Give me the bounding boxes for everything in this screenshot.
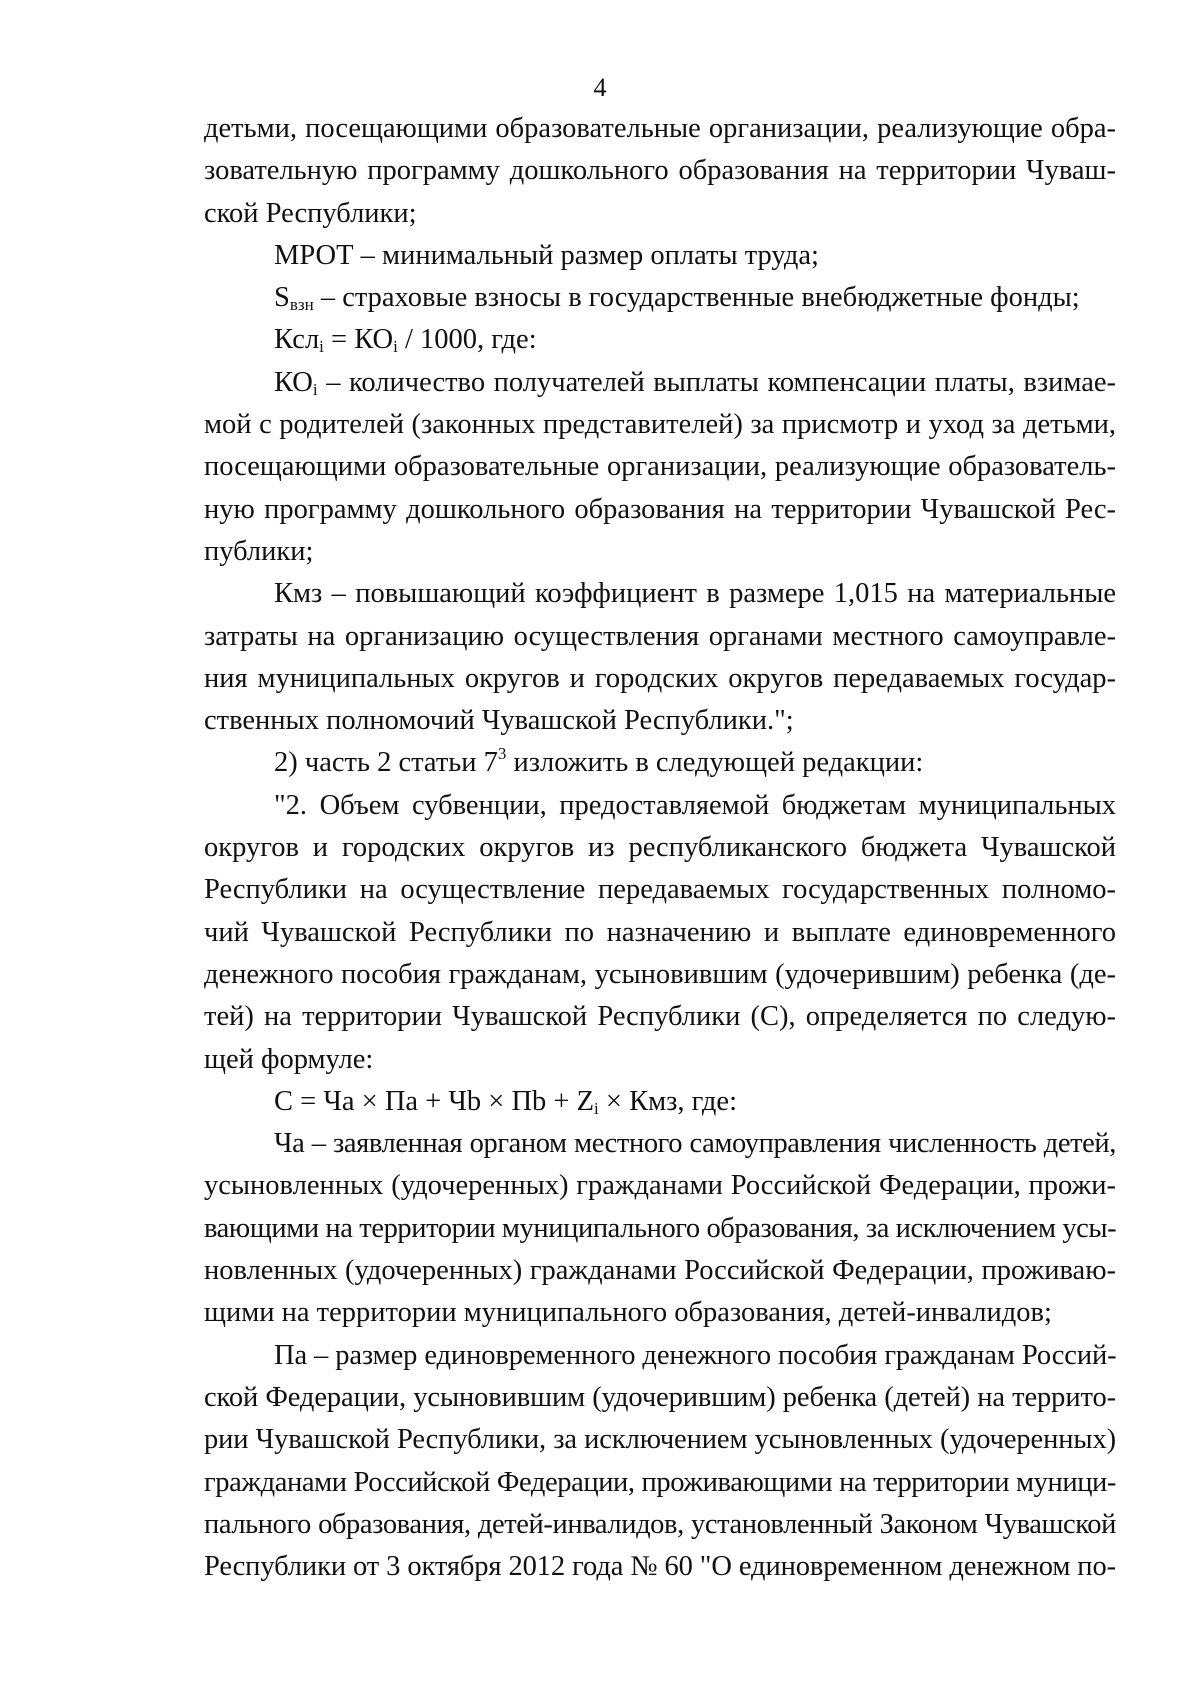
text-segment: × Кмз, где: [598,1085,737,1117]
superscript: 3 [497,744,507,764]
text-segment: изложить в следующей редакции: [506,747,924,779]
text-line: гражданами Российской Федерации, проживающими на территории муници- [204,1466,1116,1498]
text-line: ственных полномочий Чувашской Республики."; [204,705,794,737]
page-number: 4 [593,73,607,102]
text-line: мой с родителей (законных представителей) за присмотр и уход за детьми, [204,409,1116,441]
text-line-formula-c [204,1081,1116,1123]
text-segment: = КО [323,324,394,356]
text-line: посещающими образовательные организации, реализующие образователь- [204,451,1116,483]
text-line-formula-ksl [204,319,1116,361]
text-line: усыновленных (удочеренных) гражданами Российской Федерации, прожи- [204,1170,1116,1202]
text-line: ную программу дошкольного образования на территории Чувашской Рес- [204,493,1116,525]
text-segment: / 1000, где: [397,324,537,356]
text-line: детьми, посещающими образовательные организации, реализующие обра- [204,113,1116,144]
subscript: i [319,337,324,357]
document-body [204,108,1116,1588]
text-line: Кмз – повышающий коэффициент в размере 1,015 на материальные [274,578,1116,610]
text-line: публики; [204,535,314,567]
text-line: щими на территории муниципального образования, детей-инвалидов; [204,1297,1052,1329]
text-line: новленных (удочеренных) гражданами Российской Федерации, проживаю- [204,1255,1116,1287]
text-segment: – количество получателей выплаты компенсации платы, взимае- [317,366,1116,398]
subscript: i [393,337,398,357]
text-line: "2. Объем субвенции, предоставляемой бюджетам муниципальных [274,789,1116,821]
text-line: Па – размер единовременного денежного пособия гражданам Россий- [274,1339,1117,1371]
text-line: пального образования, детей-инвалидов, установленный Законом Чувашской [204,1508,1116,1540]
text-line: зовательную программу дошкольного образования на территории Чуваш- [204,155,1116,187]
text-segment: 2) часть 2 статьи 7 [274,747,498,779]
subscript: взн [289,295,314,315]
text-segment: – страховые взносы в государственные внебюджетные фонды; [313,282,1080,314]
text-line: ской Республики; [204,197,417,229]
text-segment: С = Ча × Па + Чb × Пb + Z [274,1085,595,1117]
text-line: денежного пособия гражданам, усыновившим (удочерившим) ребенка (де- [204,958,1116,990]
text-line-ko-definition [204,362,1116,404]
text-line-amendment [204,742,1116,784]
text-line: чий Чувашской Республики по назначению и выплате единовременного [204,916,1116,948]
subscript: i [312,379,318,399]
text-line: Ча – заявленная органом местного самоуправления численность детей, [274,1128,1116,1160]
text-line: тей) на территории Чувашской Республики (С), определяется по следую- [204,1001,1116,1033]
text-line: ния муниципальных округов и городских округов передаваемых государ- [204,662,1116,694]
text-line: рии Чувашской Республики, за исключением усыновленных (удочеренных) [204,1424,1116,1456]
text-line-formula-sвзн [204,277,1116,319]
symbol: S [274,282,290,314]
text-line: МРОТ – минимальный размер оплаты труда; [274,239,819,271]
text-line: Республики на осуществление передаваемых государственных полномо- [204,874,1116,906]
subscript: i [594,1098,599,1118]
text-line: Республики от 3 октября 2012 года № 60 "О единовременном денежном по- [204,1551,1116,1583]
text-line: округов и городских округов из республиканского бюджета Чувашской [204,832,1116,864]
text-line: затраты на организацию осуществления органами местного самоуправле- [204,620,1116,652]
text-line: ской Федерации, усыновившим (удочерившим) ребенка (детей) на террито- [204,1381,1116,1413]
text-line: щей формуле: [204,1043,374,1075]
text-line: вающими на территории муниципального образования, за исключением усы- [204,1212,1117,1244]
symbol: Ксл [274,324,320,356]
symbol: КО [274,366,313,398]
